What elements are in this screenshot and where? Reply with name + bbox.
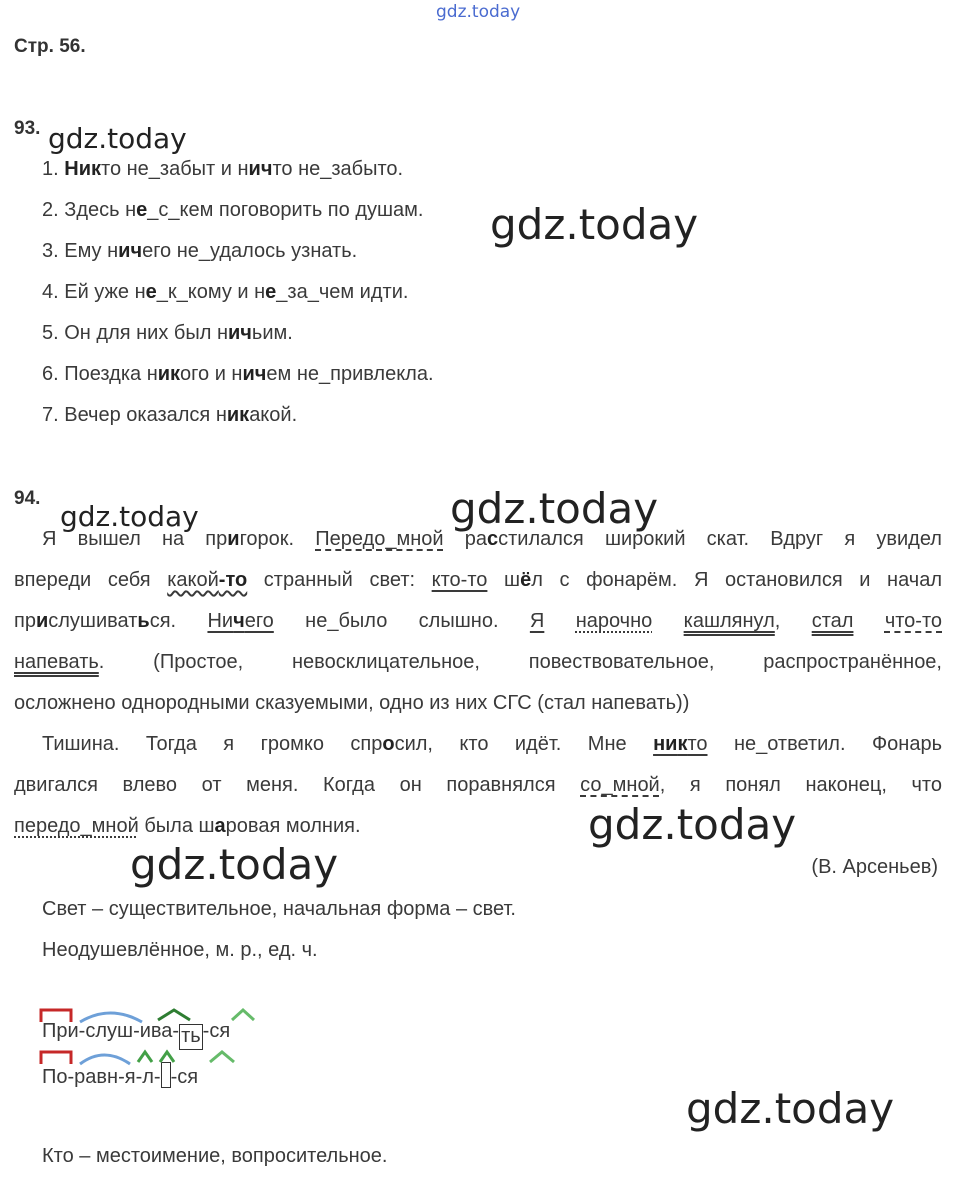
attribute: какой-то: [167, 569, 248, 591]
adverbial: передо_мной: [14, 815, 139, 837]
subject: никто: [653, 733, 708, 755]
text-line: впереди себя какой-то странный свет: кто-то шёл с фонарём. Я остановился и начал: [14, 569, 942, 591]
watermark: gdz.today: [60, 500, 199, 533]
page-header: Стр. 56.: [14, 36, 86, 57]
ex93-item-1: 1. Никто не_забыт и ничто не_забыто.: [42, 158, 404, 180]
subject: Я: [529, 610, 545, 632]
morpheme-marks-2: [38, 1046, 298, 1068]
predicate: напевать: [14, 651, 99, 673]
adverbial: нарочно: [575, 610, 653, 632]
subject: кто-то: [431, 569, 488, 591]
analysis-line-1: Свет – существительное, начальная форма – свет.: [42, 898, 516, 920]
ex93-item-2: 2. Здесь не_с_кем поговорить по душам.: [42, 199, 424, 221]
suffix: -я-: [118, 1066, 143, 1088]
text-line: передо_мной была шаровая молния.: [14, 815, 361, 837]
text-line: осложнено однородными сказуемыми, одно из них СГС (стал напевать)): [14, 692, 690, 714]
exercise-93-number: 93.: [14, 118, 41, 139]
prefix: По-: [42, 1066, 75, 1088]
text-line: напевать. (Простое, невосклицательное, повествовательное, распространённое,: [14, 651, 942, 673]
watermark: gdz.today: [450, 484, 659, 533]
suffix: -ива-: [133, 1020, 180, 1042]
object: что-то: [884, 610, 943, 632]
adverbial: Передо_мной: [315, 528, 444, 550]
object: со_мной: [580, 774, 660, 796]
watermark: gdz.today: [490, 200, 699, 249]
watermark-top: gdz.today: [436, 2, 521, 22]
text-line: двигался влево от меня. Когда он поравнялся со_мной, я понял наконец, что: [14, 774, 942, 796]
text-line: Я вышел на пригорок. Передо_мной расстилался широкий скат. Вдруг я увидел: [42, 528, 942, 550]
ending: ть: [179, 1024, 203, 1050]
predicate: стал: [811, 610, 854, 632]
text-line: прислушиваться. Ничего не_было слышно. Я нарочно кашлянул, стал что-то: [14, 610, 943, 632]
ex94-paragraph-2: [14, 724, 942, 847]
postfix: -ся: [170, 1066, 199, 1088]
analysis-line-3: Кто – местоимение, вопросительное.: [42, 1145, 388, 1167]
subject: Ничего: [207, 610, 274, 632]
ex93-item-5: 5. Он для них был ничьим.: [42, 322, 293, 344]
root: равн: [74, 1066, 119, 1088]
ex93-item-6: 6. Поездка никого и ничем не_привлекла.: [42, 363, 434, 385]
postfix: -ся: [202, 1020, 231, 1042]
prefix: При-: [42, 1020, 86, 1042]
exercise-94-number: 94.: [14, 488, 41, 509]
morpheme-marks-1: [38, 1004, 298, 1026]
author: (В. Арсеньев): [811, 856, 938, 878]
ex94-paragraph-1: [14, 519, 942, 724]
root: слуш: [85, 1020, 134, 1042]
watermark: gdz.today: [130, 840, 339, 889]
analysis-line-2: Неодушевлённое, м. р., ед. ч.: [42, 939, 318, 961]
ex93-item-3: 3. Ему ничего не_удалось узнать.: [42, 240, 358, 262]
ex93-item-4: 4. Ей уже не_к_кому и не_за_чем идти.: [42, 281, 409, 303]
predicate: кашлянул: [683, 610, 775, 632]
suffix: л-: [142, 1066, 161, 1088]
text-line: Тишина. Тогда я громко спросил, кто идёт. Мне никто не_ответил. Фонарь: [42, 733, 942, 755]
ex93-item-7: 7. Вечер оказался никакой.: [42, 404, 298, 426]
watermark: gdz.today: [686, 1084, 895, 1133]
watermark: gdz.today: [588, 800, 797, 849]
watermark: gdz.today: [48, 122, 187, 155]
